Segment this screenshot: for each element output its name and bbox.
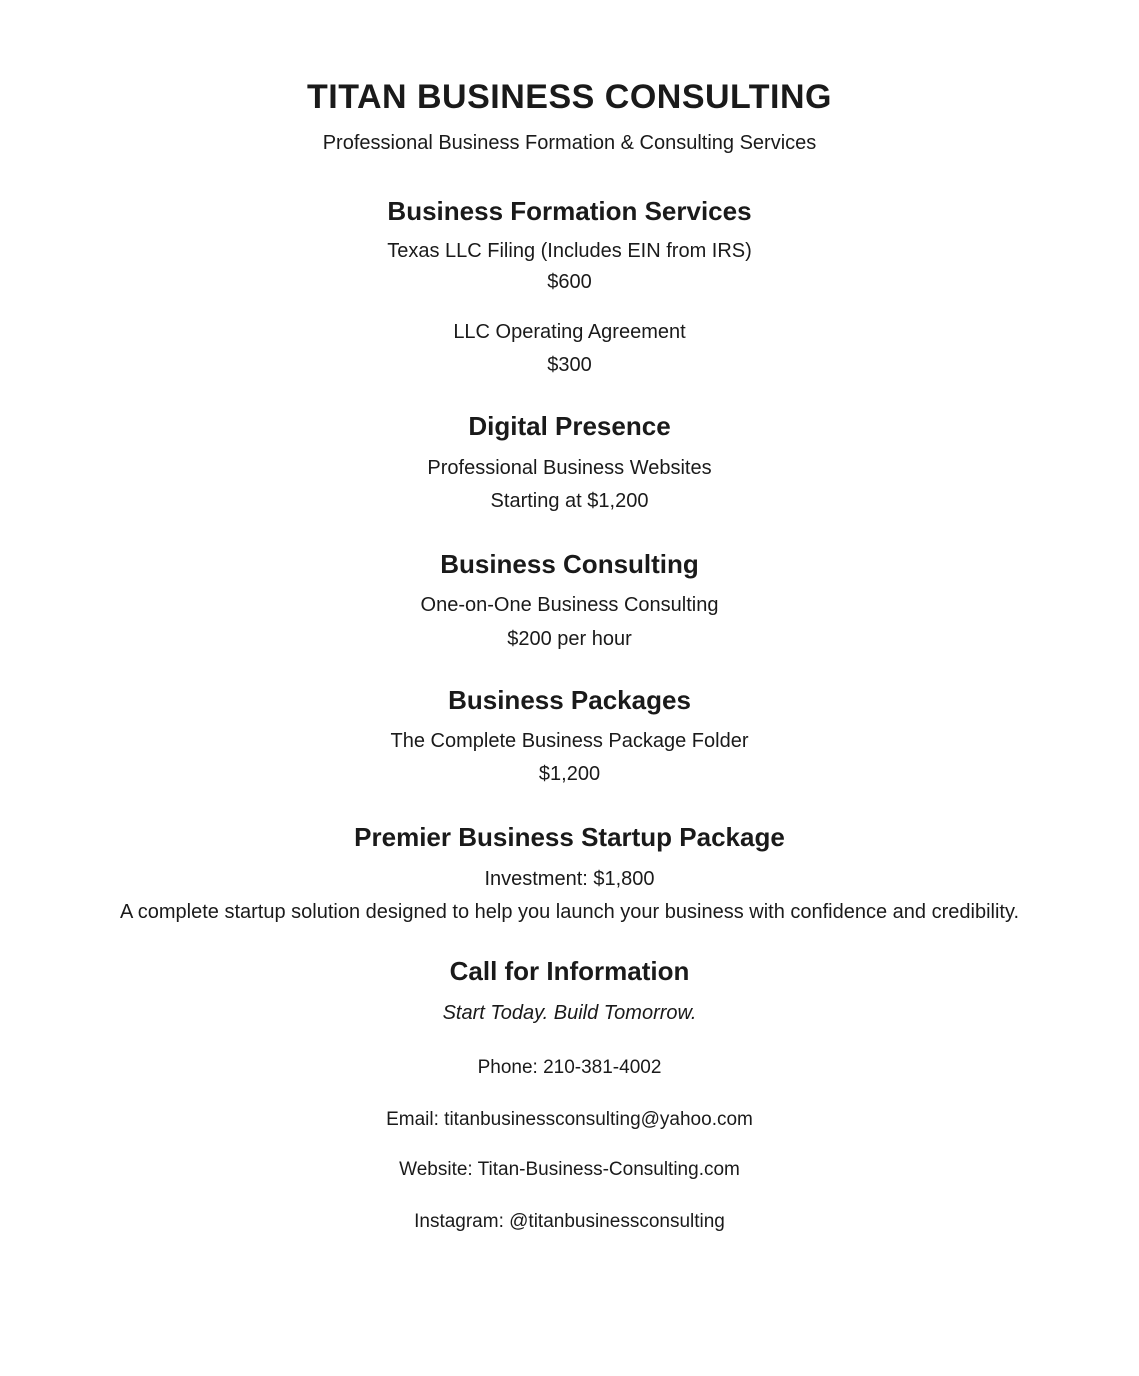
service-name: One-on-One Business Consulting xyxy=(420,594,719,616)
package-investment: Investment: $1,800 xyxy=(484,868,655,890)
service-price: Starting at $1,200 xyxy=(490,490,649,512)
section-heading-business-formation: Business Formation Services xyxy=(387,196,752,226)
contact-website: Website: Titan-Business-Consulting.com xyxy=(399,1159,740,1180)
page-title: TITAN BUSINESS CONSULTING xyxy=(306,78,833,116)
section-heading-call-for-information: Call for Information xyxy=(449,956,690,986)
service-price: $600 xyxy=(547,271,592,293)
contact-phone: Phone: 210-381-4002 xyxy=(477,1057,662,1078)
service-name: Texas LLC Filing (Includes EIN from IRS) xyxy=(387,240,752,262)
contact-email: Email: titanbusinessconsulting@yahoo.com xyxy=(386,1109,753,1130)
service-price: $200 per hour xyxy=(507,628,632,650)
package-description: A complete startup solution designed to help you launch your business with confidence and credibility. xyxy=(119,901,1020,923)
service-price: $1,200 xyxy=(538,763,601,785)
service-name: Professional Business Websites xyxy=(427,457,712,479)
section-heading-business-packages: Business Packages xyxy=(448,685,691,715)
tagline: Start Today. Build Tomorrow. xyxy=(442,1002,697,1024)
section-heading-business-consulting: Business Consulting xyxy=(440,549,699,579)
section-heading-digital-presence: Digital Presence xyxy=(468,411,671,441)
service-price: $300 xyxy=(547,354,592,376)
page-subtitle: Professional Business Formation & Consulting Services xyxy=(322,132,817,154)
contact-instagram: Instagram: @titanbusinessconsulting xyxy=(414,1211,725,1232)
service-name: The Complete Business Package Folder xyxy=(390,730,749,752)
section-heading-premier-package: Premier Business Startup Package xyxy=(354,822,785,852)
service-name: LLC Operating Agreement xyxy=(453,321,686,343)
